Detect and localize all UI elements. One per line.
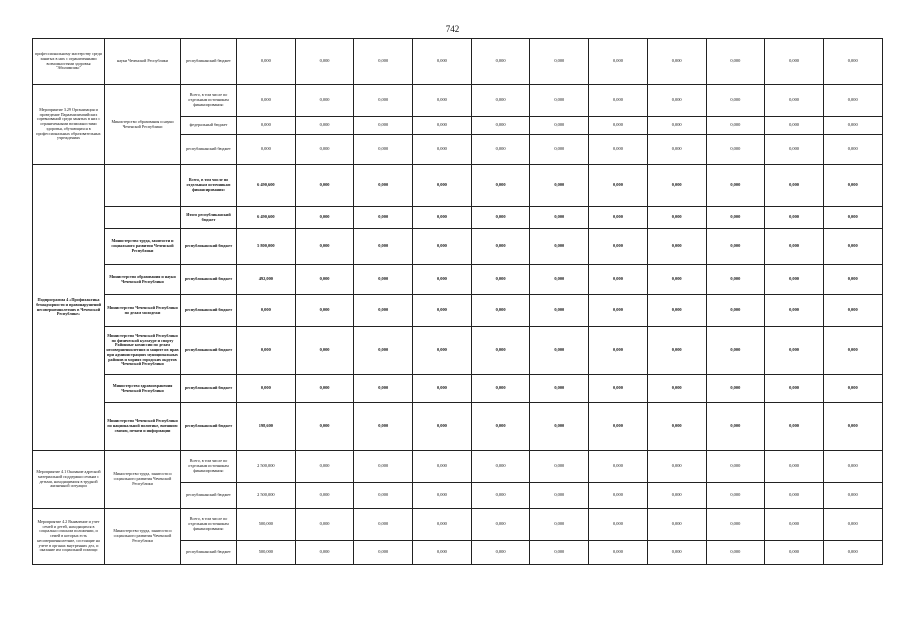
amount-cell: 0,000	[413, 229, 472, 265]
amount-cell: 0,000	[471, 39, 530, 85]
amount-cell: 0,000	[354, 375, 413, 403]
program-title-cell: профессиональному мастерству среди занятых в них с ограниченными возможностями здоровья "Абилимпикс"	[33, 39, 105, 85]
amount-cell: 0,000	[413, 265, 472, 295]
amount-cell: 0,000	[647, 135, 706, 165]
amount-cell: 0,000	[765, 483, 824, 509]
amount-cell: 0,000	[589, 85, 648, 117]
amount-cell: 0,000	[706, 483, 765, 509]
amount-cell: 0,000	[589, 135, 648, 165]
amount-cell: 0,000	[295, 375, 354, 403]
executor-cell: науки Чеченской Республики	[105, 39, 181, 85]
funding-source-cell: республиканский бюджет	[181, 403, 237, 451]
amount-cell: 0,000	[471, 403, 530, 451]
program-title-cell: Мероприятие 4.2 Выявление и учет семей и детей, находящихся в социально опасном положении, и семей в которых есть несовершеннолетние, состоящие на учете в органах внутренних дел, и оказание им социальной помощи	[33, 509, 105, 565]
executor-cell: Министерство образования и науки Чеченской Республики	[105, 85, 181, 165]
amount-cell: 0,000	[354, 327, 413, 375]
amount-cell: 0,000	[237, 135, 296, 165]
amount-cell: 0,000	[530, 229, 589, 265]
amount-cell: 0,000	[647, 207, 706, 229]
amount-cell: 0,000	[765, 165, 824, 207]
amount-cell: 0,000	[706, 229, 765, 265]
amount-cell: 0,000	[647, 265, 706, 295]
table-row	[33, 327, 883, 375]
amount-cell: 0,000	[530, 327, 589, 375]
amount-cell: 0,000	[589, 207, 648, 229]
funding-source-cell: республиканский бюджет	[181, 229, 237, 265]
table-row	[33, 509, 883, 541]
executor-cell	[105, 165, 181, 207]
amount-cell: 0,000	[765, 207, 824, 229]
amount-cell: 0,000	[237, 295, 296, 327]
amount-cell: 0,000	[706, 295, 765, 327]
funding-source-cell: Всего, в том числе по отдельным источникам финансирования:	[181, 451, 237, 483]
amount-cell: 0,000	[823, 375, 882, 403]
executor-cell: Министерство здравоохранения Чеченской Республики	[105, 375, 181, 403]
amount-cell: 0,000	[471, 85, 530, 117]
amount-cell: 0,000	[471, 541, 530, 565]
amount-cell: 0,000	[471, 117, 530, 135]
amount-cell: 0,000	[706, 117, 765, 135]
amount-cell: 0,000	[823, 135, 882, 165]
funding-source-cell: республиканский бюджет	[181, 39, 237, 85]
funding-source-cell: Итого республиканский бюджет	[181, 207, 237, 229]
executor-cell: Министерство труда, занятости и социального развития Чеченской Республики	[105, 509, 181, 565]
amount-cell: 0,000	[647, 375, 706, 403]
amount-cell: 5 800,000	[237, 229, 296, 265]
program-title-cell: Мероприятие 3.29 Организация и проведение Параамилимпийских соревнований среди занятых в них с ограниченными возможностями здоровья, обучающихся в профессиональных образовательных учреждениях	[33, 85, 105, 165]
amount-cell: 0,000	[647, 117, 706, 135]
funding-source-cell: республиканский бюджет	[181, 375, 237, 403]
amount-cell: 2 500,000	[237, 483, 296, 509]
amount-cell: 0,000	[765, 295, 824, 327]
amount-cell: 492,000	[237, 265, 296, 295]
amount-cell: 0,000	[354, 541, 413, 565]
amount-cell: 0,000	[295, 265, 354, 295]
executor-cell: Министерство Чеченской Республики по физической культуре и спорту Районные комиссии по делам несовершеннолетних и защите их прав при администрациях муниципальных районов и мэриях городских округов Чеченской Республики	[105, 327, 181, 375]
amount-cell: 0,000	[706, 165, 765, 207]
amount-cell: 0,000	[530, 265, 589, 295]
amount-cell: 0,000	[295, 541, 354, 565]
amount-cell: 0,000	[471, 165, 530, 207]
amount-cell: 0,000	[765, 327, 824, 375]
amount-cell: 0,000	[237, 85, 296, 117]
amount-cell: 0,000	[530, 207, 589, 229]
amount-cell: 0,000	[413, 541, 472, 565]
amount-cell: 2 500,000	[237, 451, 296, 483]
amount-cell: 0,000	[823, 451, 882, 483]
amount-cell: 0,000	[706, 207, 765, 229]
amount-cell: 0,000	[589, 327, 648, 375]
amount-cell: 0,000	[647, 39, 706, 85]
table-row	[33, 265, 883, 295]
amount-cell: 0,000	[354, 85, 413, 117]
funding-source-cell: республиканский бюджет	[181, 135, 237, 165]
table-row	[33, 165, 883, 207]
amount-cell: 0,000	[823, 295, 882, 327]
amount-cell: 0,000	[295, 165, 354, 207]
amount-cell: 0,000	[765, 403, 824, 451]
amount-cell: 0,000	[765, 229, 824, 265]
funding-source-cell: республиканский бюджет	[181, 483, 237, 509]
amount-cell: 0,000	[530, 165, 589, 207]
amount-cell: 0,000	[765, 265, 824, 295]
amount-cell: 0,000	[295, 117, 354, 135]
amount-cell: 0,000	[823, 483, 882, 509]
amount-cell: 0,000	[765, 135, 824, 165]
program-title-cell: Подпрограмма 4 «Профилактика безнадзорности и правонарушений несовершеннолетних в Чеченской Республике»	[33, 165, 105, 451]
amount-cell: 0,000	[647, 85, 706, 117]
amount-cell: 0,000	[530, 541, 589, 565]
amount-cell: 0,000	[530, 451, 589, 483]
amount-cell: 0,000	[647, 541, 706, 565]
budget-table	[32, 38, 883, 565]
amount-cell: 0,000	[413, 295, 472, 327]
amount-cell: 0,000	[295, 509, 354, 541]
amount-cell: 0,000	[706, 509, 765, 541]
amount-cell: 0,000	[589, 541, 648, 565]
amount-cell: 0,000	[706, 375, 765, 403]
amount-cell: 0,000	[823, 229, 882, 265]
funding-source-cell: республиканский бюджет	[181, 327, 237, 375]
program-title-cell: Мероприятие 4.1 Оказание адресной материальной поддержки семьям с детьми, находящимися в трудной жизненной ситуации	[33, 451, 105, 509]
amount-cell: 0,000	[295, 85, 354, 117]
amount-cell: 0,000	[765, 451, 824, 483]
amount-cell: 0,000	[295, 207, 354, 229]
amount-cell: 0,000	[765, 375, 824, 403]
amount-cell: 0,000	[354, 165, 413, 207]
amount-cell: 0,000	[706, 265, 765, 295]
amount-cell: 0,000	[237, 117, 296, 135]
funding-source-cell: Всего, в том числе по отдельным источникам финансирования:	[181, 165, 237, 207]
amount-cell: 0,000	[530, 509, 589, 541]
amount-cell: 0,000	[823, 207, 882, 229]
funding-source-cell: республиканский бюджет	[181, 295, 237, 327]
amount-cell: 0,000	[706, 39, 765, 85]
amount-cell: 0,000	[413, 135, 472, 165]
amount-cell: 0,000	[823, 165, 882, 207]
funding-source-cell: федеральный бюджет	[181, 117, 237, 135]
amount-cell: 0,000	[589, 165, 648, 207]
amount-cell: 0,000	[706, 451, 765, 483]
amount-cell: 0,000	[589, 451, 648, 483]
amount-cell: 0,000	[471, 229, 530, 265]
funding-source-cell: Всего, в том числе по отдельным источникам финансирования:	[181, 509, 237, 541]
amount-cell: 0,000	[471, 451, 530, 483]
amount-cell: 0,000	[530, 483, 589, 509]
amount-cell: 0,000	[589, 265, 648, 295]
amount-cell: 0,000	[589, 117, 648, 135]
amount-cell: 0,000	[413, 165, 472, 207]
amount-cell: 0,000	[295, 327, 354, 375]
funding-source-cell: Всего, в том числе по отдельным источникам финансирования:	[181, 85, 237, 117]
executor-cell: Министерство Чеченской Республики по делам молодежи	[105, 295, 181, 327]
amount-cell: 0,000	[471, 483, 530, 509]
amount-cell: 0,000	[413, 39, 472, 85]
amount-cell: 0,000	[530, 375, 589, 403]
amount-cell: 0,000	[237, 39, 296, 85]
amount-cell: 0,000	[354, 229, 413, 265]
amount-cell: 0,000	[354, 39, 413, 85]
executor-cell: Министерство Чеченской Республики по национальной политике, внешним связям, печати и информации	[105, 403, 181, 451]
table-row	[33, 403, 883, 451]
amount-cell: 0,000	[354, 135, 413, 165]
amount-cell: 0,000	[706, 403, 765, 451]
amount-cell: 0,000	[823, 541, 882, 565]
amount-cell: 0,000	[589, 375, 648, 403]
amount-cell: 0,000	[413, 483, 472, 509]
funding-source-cell: республиканский бюджет	[181, 265, 237, 295]
amount-cell: 0,000	[823, 85, 882, 117]
amount-cell: 0,000	[471, 265, 530, 295]
amount-cell: 0,000	[647, 295, 706, 327]
amount-cell: 0,000	[413, 403, 472, 451]
amount-cell: 500,000	[237, 541, 296, 565]
table-row	[33, 375, 883, 403]
amount-cell: 0,000	[354, 265, 413, 295]
amount-cell: 0,000	[647, 165, 706, 207]
amount-cell: 0,000	[589, 39, 648, 85]
amount-cell: 0,000	[530, 39, 589, 85]
amount-cell: 0,000	[706, 135, 765, 165]
executor-cell: Министерство образования и науки Чеченской Республики	[105, 265, 181, 295]
amount-cell: 0,000	[354, 207, 413, 229]
amount-cell: 0,000	[471, 509, 530, 541]
amount-cell: 0,000	[354, 509, 413, 541]
amount-cell: 0,000	[530, 295, 589, 327]
table-row	[33, 39, 883, 85]
amount-cell: 0,000	[471, 295, 530, 327]
amount-cell: 0,000	[823, 39, 882, 85]
amount-cell: 0,000	[823, 509, 882, 541]
amount-cell: 0,000	[413, 117, 472, 135]
amount-cell: 0,000	[413, 509, 472, 541]
amount-cell: 0,000	[354, 295, 413, 327]
executor-cell	[105, 207, 181, 229]
table-row	[33, 229, 883, 265]
amount-cell: 0,000	[237, 375, 296, 403]
table-row	[33, 295, 883, 327]
amount-cell: 0,000	[530, 85, 589, 117]
page-number: 742	[445, 24, 460, 34]
executor-cell: Министерство труда, занятости и социального развития Чеченской Республики	[105, 229, 181, 265]
amount-cell: 6 490,600	[237, 207, 296, 229]
amount-cell: 0,000	[706, 85, 765, 117]
amount-cell: 0,000	[413, 375, 472, 403]
amount-cell: 0,000	[823, 117, 882, 135]
amount-cell: 198,600	[237, 403, 296, 451]
amount-cell: 0,000	[589, 229, 648, 265]
amount-cell: 0,000	[589, 483, 648, 509]
amount-cell: 0,000	[413, 207, 472, 229]
amount-cell: 0,000	[413, 85, 472, 117]
amount-cell: 0,000	[471, 375, 530, 403]
amount-cell: 0,000	[413, 451, 472, 483]
amount-cell: 0,000	[237, 327, 296, 375]
amount-cell: 0,000	[647, 509, 706, 541]
amount-cell: 0,000	[295, 135, 354, 165]
amount-cell: 0,000	[530, 117, 589, 135]
amount-cell: 0,000	[647, 403, 706, 451]
amount-cell: 0,000	[647, 327, 706, 375]
amount-cell: 0,000	[765, 85, 824, 117]
amount-cell: 0,000	[647, 451, 706, 483]
executor-cell: Министерство труда, занятости и социального развития Чеченской Республики	[105, 451, 181, 509]
funding-source-cell: республиканский бюджет	[181, 541, 237, 565]
amount-cell: 0,000	[295, 39, 354, 85]
amount-cell: 0,000	[413, 327, 472, 375]
amount-cell: 0,000	[530, 403, 589, 451]
amount-cell: 0,000	[471, 327, 530, 375]
table-row	[33, 451, 883, 483]
amount-cell: 0,000	[354, 403, 413, 451]
amount-cell: 0,000	[823, 265, 882, 295]
amount-cell: 0,000	[765, 541, 824, 565]
amount-cell: 0,000	[530, 135, 589, 165]
amount-cell: 0,000	[706, 541, 765, 565]
amount-cell: 0,000	[354, 451, 413, 483]
amount-cell: 0,000	[471, 135, 530, 165]
amount-cell: 0,000	[589, 295, 648, 327]
amount-cell: 0,000	[823, 327, 882, 375]
table-row	[33, 85, 883, 117]
amount-cell: 0,000	[647, 483, 706, 509]
amount-cell: 0,000	[589, 509, 648, 541]
amount-cell: 0,000	[765, 509, 824, 541]
amount-cell: 0,000	[647, 229, 706, 265]
amount-cell: 0,000	[471, 207, 530, 229]
amount-cell: 0,000	[354, 117, 413, 135]
amount-cell: 6 490,600	[237, 165, 296, 207]
amount-cell: 0,000	[706, 327, 765, 375]
amount-cell: 0,000	[295, 483, 354, 509]
amount-cell: 0,000	[295, 403, 354, 451]
amount-cell: 0,000	[295, 451, 354, 483]
amount-cell: 0,000	[823, 403, 882, 451]
amount-cell: 0,000	[354, 483, 413, 509]
amount-cell: 0,000	[765, 39, 824, 85]
amount-cell: 0,000	[295, 295, 354, 327]
table-row	[33, 207, 883, 229]
amount-cell: 0,000	[589, 403, 648, 451]
amount-cell: 0,000	[295, 229, 354, 265]
amount-cell: 500,000	[237, 509, 296, 541]
amount-cell: 0,000	[765, 117, 824, 135]
